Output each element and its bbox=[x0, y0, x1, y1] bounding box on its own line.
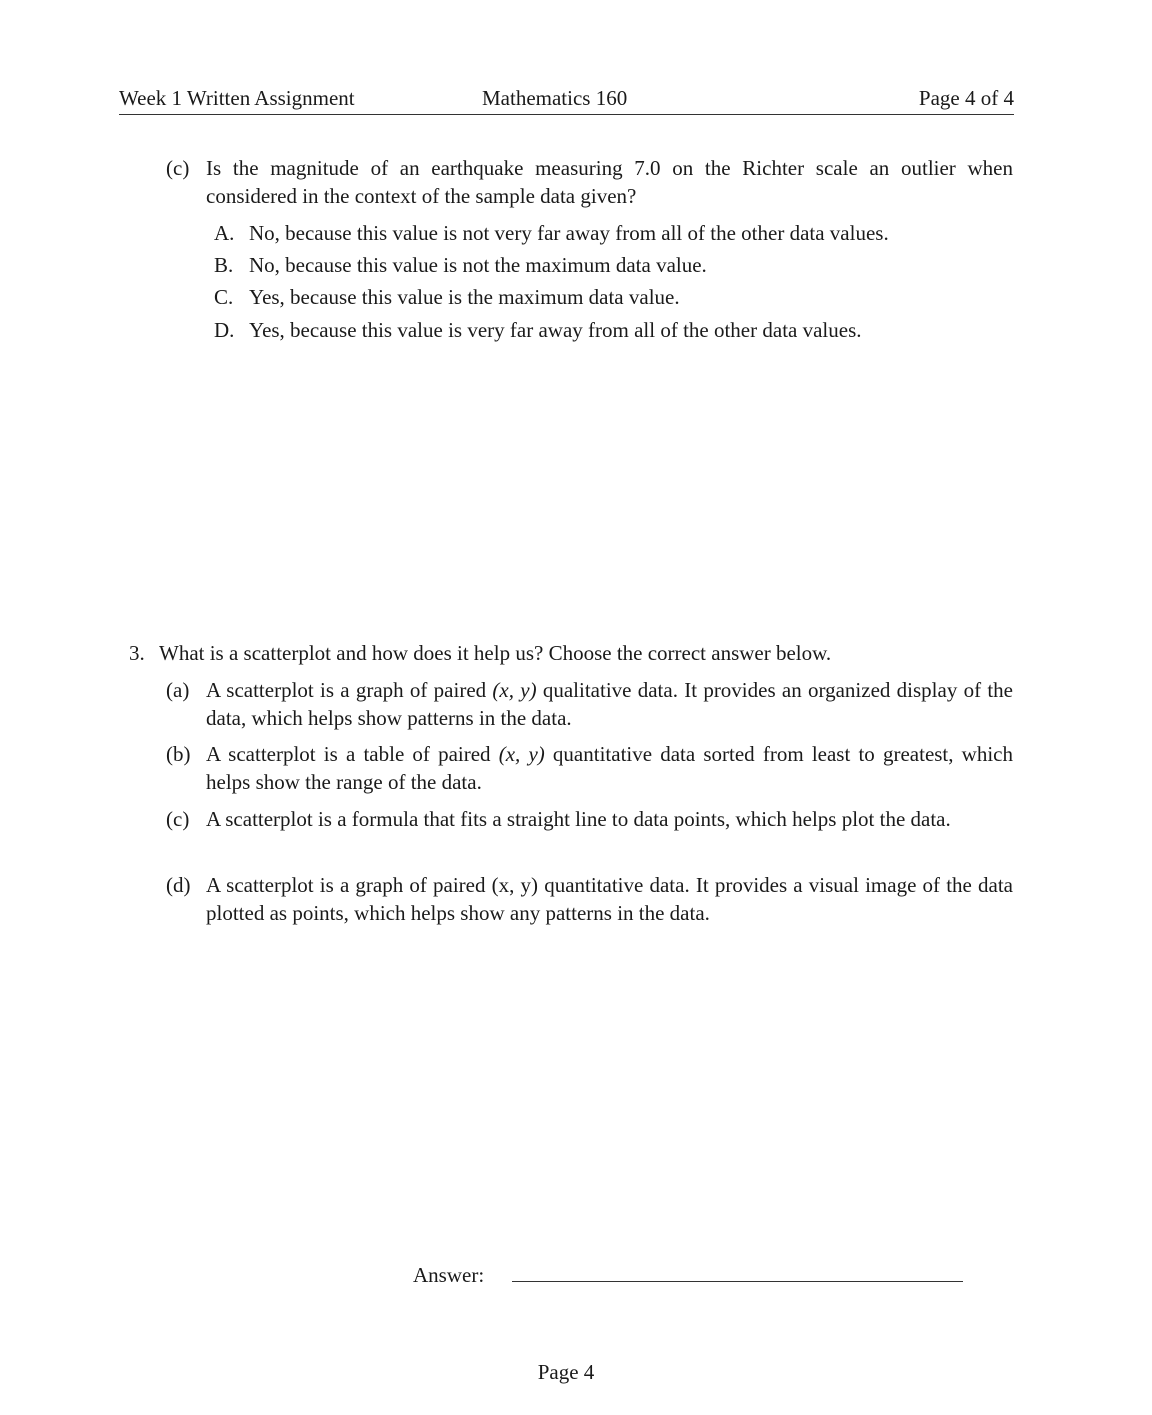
header-page-number: Page 4 of 4 bbox=[918, 86, 1014, 110]
option-label: D. bbox=[214, 318, 235, 342]
option-text: A scatterplot is a graph of paired (x, y) qualitative data. It provides an organized display of the data, which helps show patterns in the data. bbox=[206, 678, 1013, 730]
math-xy: (x, y) bbox=[498, 742, 545, 766]
option-text: Yes, because this value is the maximum data value. bbox=[249, 285, 680, 309]
option-label: (b) bbox=[166, 742, 191, 766]
header-course-title: Mathematics 160 bbox=[482, 86, 628, 110]
option-text: No, because this value is not the maximum data value. bbox=[249, 253, 707, 277]
page-footer: Page 4 bbox=[537, 1360, 595, 1384]
question-3-number: 3. bbox=[129, 641, 145, 665]
question-3-text: What is a scatterplot and how does it help us? Choose the correct answer below. bbox=[159, 641, 832, 665]
option-text: A scatterplot is a table of paired (x, y) quantitative data sorted from least to greatest, which helps show the range of the data. bbox=[206, 742, 1013, 794]
option-label: (a) bbox=[166, 678, 190, 702]
option-text: No, because this value is not very far away from all of the other data values. bbox=[249, 221, 889, 245]
answer-blank-line[interactable] bbox=[512, 1281, 963, 1282]
header-course-assignment: Week 1 Written Assignment bbox=[119, 86, 355, 110]
page-header bbox=[119, 86, 1014, 115]
question-2c-label: (c) bbox=[166, 156, 190, 180]
option-text: A scatterplot is a formula that fits a straight line to data points, which helps plot the data. bbox=[206, 807, 951, 831]
option-label: A. bbox=[214, 221, 235, 245]
option-label: C. bbox=[214, 285, 234, 309]
option-label: (d) bbox=[166, 873, 191, 897]
math-xy: (x, y) bbox=[492, 678, 537, 702]
answer-label: Answer: bbox=[413, 1263, 485, 1287]
option-label: B. bbox=[214, 253, 234, 277]
option-text: Yes, because this value is very far away from all of the other data values. bbox=[249, 318, 862, 342]
option-text: A scatterplot is a graph of paired (x, y) quantitative data. It provides a visual image of the data plotted as points, which helps show any patterns in the data. bbox=[206, 873, 1013, 925]
option-label: (c) bbox=[166, 807, 190, 831]
question-2c-text: Is the magnitude of an earthquake measuring 7.0 on the Richter scale an outlier when considered in the context of the sample data given? bbox=[206, 156, 1013, 208]
